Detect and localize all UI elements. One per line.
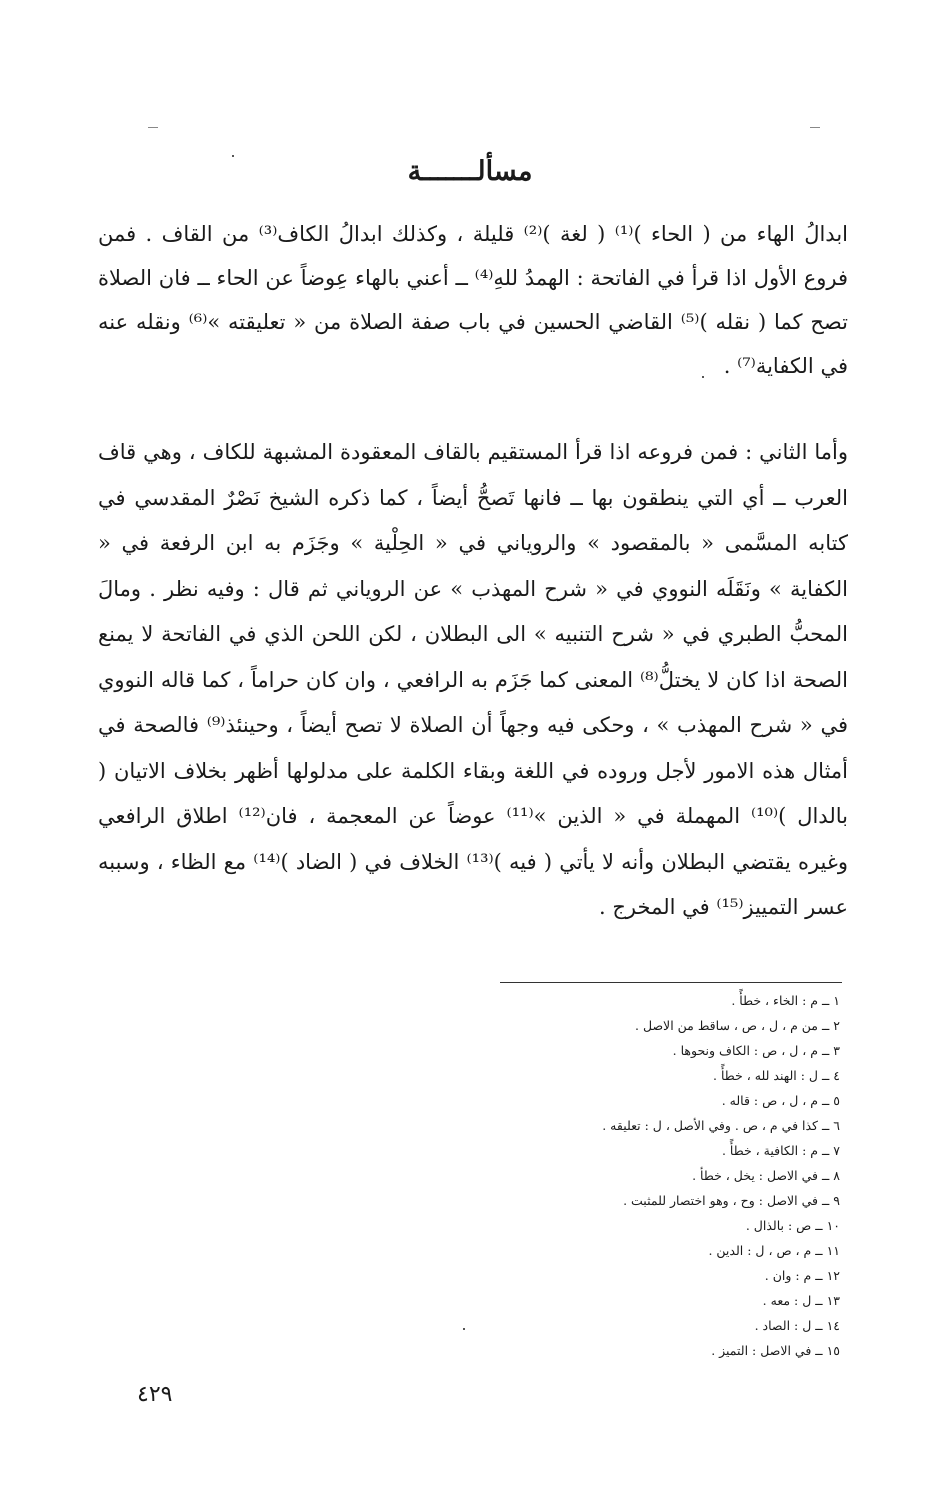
footnote-item: ١٠ ــ ص : بالذال . [745,1218,840,1233]
scan-mark [810,127,820,128]
footnote-item: ١ ــ م : الخاء ، خطأً . [731,993,840,1008]
footnotes-list [380,988,840,1363]
footnote-item: ٨ ــ في الاصل : يخل ، خطأ . [692,1168,840,1183]
footnote-item: ٩ ــ في الاصل : وح ، وهو اختصار للمثبت . [623,1193,840,1208]
footnote-item: ١١ ــ م ، ص ، ل : الدين . [708,1243,840,1258]
footnote-item: ٧ ــ م : الكافية ، خطأً . [721,1143,840,1158]
footnote-item: ٢ ــ من م ، ل ، ص ، ساقط من الاصل . [635,1018,840,1033]
footnote-item: ١٣ ــ ل : معه . [762,1293,840,1308]
footnote-item: ١٥ ــ في الاصل : التميز . [711,1343,840,1358]
footnote-item: ٥ ــ م ، ل ، ص : قاله . [721,1093,840,1108]
footnote-item: ٦ ــ كذا في م ، ص . وفي الأصل ، ل : تعليقه . [602,1118,840,1133]
paragraph-text: وأما الثاني : فمن فروعه اذا قرأ المستقيم بالقاف المعقودة المشبهة للكاف ، وهي قاف العرب ــ أي التي ينطقون بها ــ فانها تَصحُّ أيضاً ، كما ذكره الشيخ نَصْرٌ المقدسي في كتابه المسَّمى « بالمقصود » والروياني في « الحِلْية » وجَزَم به ابن الرفعة في « الكفاية » ونَقَلَه النووي في « شرح المهذب » عن الروياني ثم قال : وفيه نظر . ومالَ المحبُّ الطبري في « شرح التنبيه » الى البطلان ، لكن اللحن الذي في الفاتحة لا يمنع الصحة اذا كان لا يختلُّ⁽⁸⁾ المعنى كما جَزَم به الرافعي ، وان كان حراماً ، كما قاله النووي في « شرح المهذب » ، وحكى فيه وجهاً أن الصلاة لا تصح أيضاً ، وحينئذ⁽⁹⁾ فالصحة في أمثال هذه الامور لأجل وروده في اللغة وبقاء الكلمة على مدلولها أظهر بخلاف الاتيان ( بالدال )⁽¹⁰⁾ المهملة في « الذين »⁽¹¹⁾ عوضاً عن المعجمة ، فان⁽¹²⁾ اطلاق الرافعي وغيره يقتضي البطلان وأنه لا يأتي ( فيه )⁽¹³⁾ الخلاف في ( الضاد )⁽¹⁴⁾ مع الظاء ، وسببه عسر التمييز⁽¹⁵⁾ في المخرج . [98,440,849,919]
paragraph-text: ابدالُ الهاء من ( الحاء )⁽¹⁾ ( لغة )⁽²⁾ قليلة ، وكذلك ابدالُ الكاف⁽³⁾ من القاف . فمن فروع الأول اذا قرأ في الفاتحة : الهمدُ للهِ⁽⁴⁾ ــ أعني بالهاء عِوضاً عن الحاء ــ فان الصلاة تصح كما ( نقله )⁽⁵⁾ القاضي الحسين في باب صفة الصلاة من « تعليقته »⁽⁶⁾ ونقله عنه في الكفاية⁽⁷⁾ . [98,222,849,378]
page-number: ٤٢٩ [137,1382,173,1407]
body-paragraph-1 [98,212,848,388]
scan-mark [148,127,158,128]
section-heading: مسألـــــــة [407,156,533,188]
body-paragraph-2 [98,430,848,931]
footnote-divider [500,982,842,983]
footnote-item: ١٢ ــ م : وان . [764,1268,840,1283]
footnote-item: ٣ ــ م ، ل ، ص : الكاف ونحوها . [672,1043,840,1058]
footnote-item: ٤ ــ ل : الهند لله ، خطأً . [713,1068,840,1083]
footnote-item: ١٤ ــ ل : الصاد . [754,1318,840,1333]
